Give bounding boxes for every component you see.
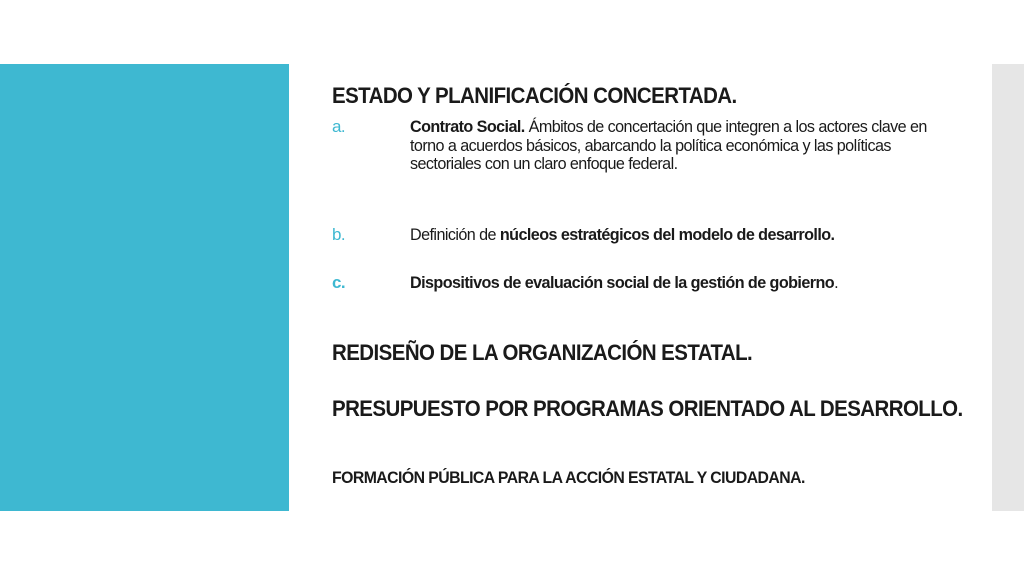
heading-rediseno: REDISEÑO DE LA ORGANIZACIÓN ESTATAL. xyxy=(332,340,753,365)
item-b-bold: núcleos estratégicos del modelo de desarrollo. xyxy=(499,225,835,244)
item-b-plain: Definición de xyxy=(410,225,500,244)
item-text-a xyxy=(410,118,959,174)
item-c-bold: Dispositivos de evaluación social de la gestión de gobierno xyxy=(410,273,835,292)
item-c-rest: . xyxy=(834,273,838,292)
item-marker-a: a. xyxy=(332,117,345,136)
right-side-band xyxy=(992,64,1024,511)
item-marker-b: b. xyxy=(332,225,345,244)
list-item-a xyxy=(332,118,988,174)
item-a-rest: Ámbitos de concertación que integren a los actores clave en torno a acuerdos básicos, abarcando la política económica y las políticas sectoriales con un claro enfoque federal. xyxy=(410,117,927,173)
list-item-c xyxy=(332,274,988,293)
heading-estado-planificacion: ESTADO Y PLANIFICACIÓN CONCERTADA. xyxy=(332,83,737,108)
heading-formacion: FORMACIÓN PÚBLICA PARA LA ACCIÓN ESTATAL Y CIUDADANA. xyxy=(332,468,805,487)
item-text-c xyxy=(410,274,959,293)
heading-presupuesto: PRESUPUESTO POR PROGRAMAS ORIENTADO AL DESARROLLO. xyxy=(332,396,963,421)
item-a-bold: Contrato Social. xyxy=(410,117,525,136)
accent-block xyxy=(0,64,289,511)
slide-content xyxy=(332,80,988,487)
item-marker-c: c. xyxy=(332,273,345,292)
item-text-b xyxy=(410,226,959,245)
list-item-b xyxy=(332,226,988,245)
